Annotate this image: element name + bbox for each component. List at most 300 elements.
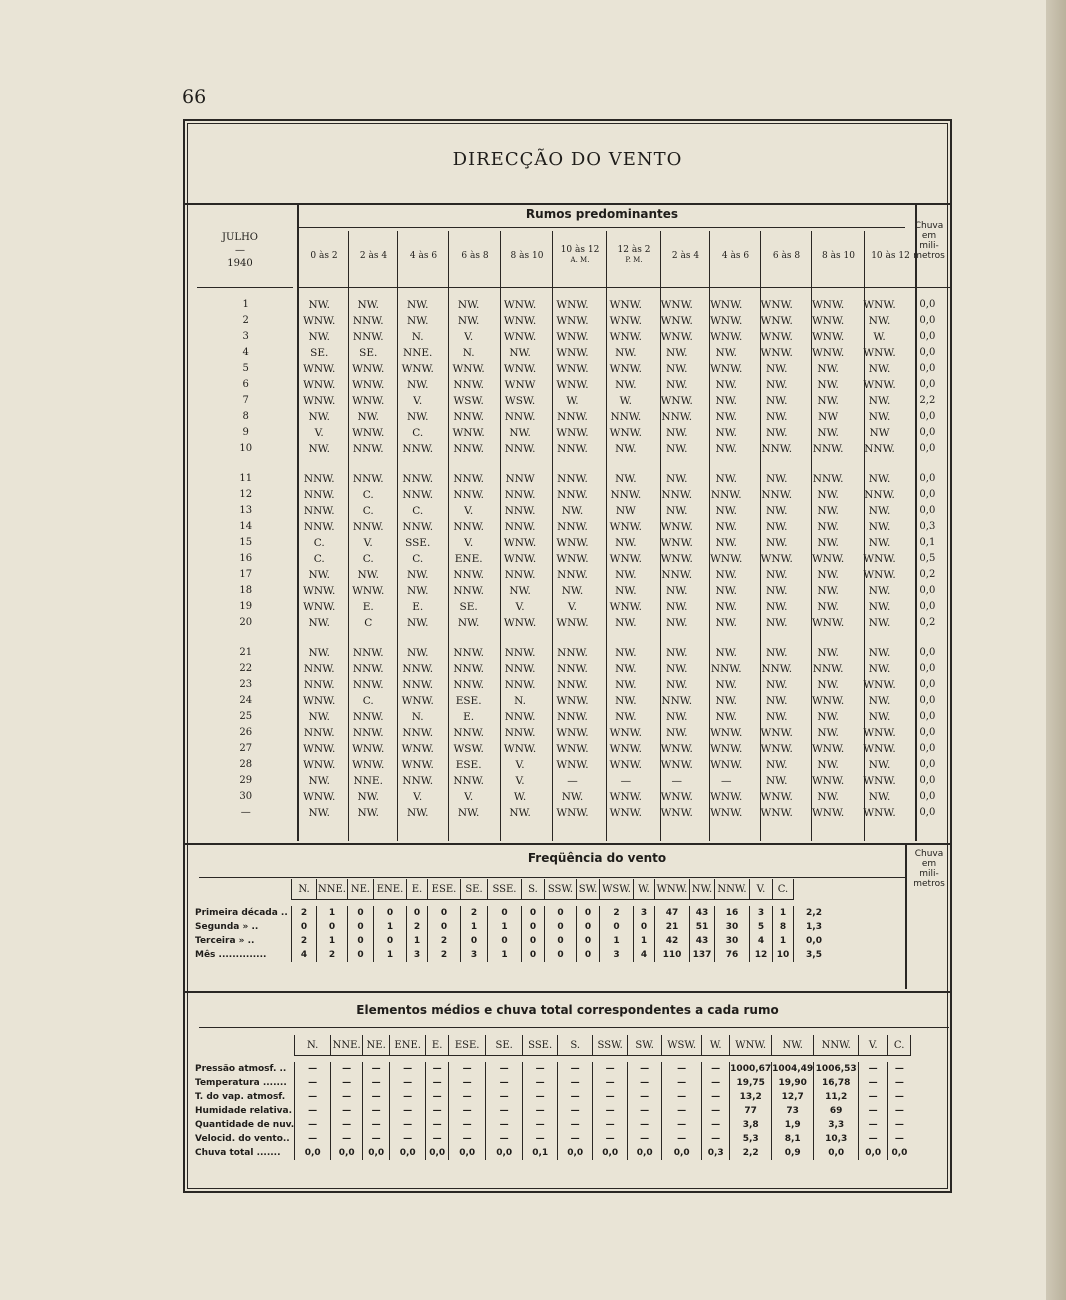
wind-cell: WNW. xyxy=(556,695,589,707)
value-cell: 5 xyxy=(750,920,773,934)
wind-cell: N. xyxy=(411,711,424,723)
value-cell: — xyxy=(628,1090,662,1104)
value-cell: 11,2 xyxy=(814,1090,859,1104)
table-row xyxy=(197,805,950,821)
wind-cell: NW. xyxy=(666,379,688,391)
year-label: 1940 xyxy=(227,258,253,269)
value-cell: — xyxy=(593,1104,628,1118)
wind-cell: NW. xyxy=(765,521,788,533)
rumos-underline xyxy=(299,227,905,228)
wind-cell: WNW. xyxy=(556,537,589,549)
wind-cell: WNW. xyxy=(556,553,589,565)
rumos-title: Rumos predominantes xyxy=(525,207,679,221)
row-label: Segunda » .. xyxy=(195,921,259,932)
wind-cell: NNW. xyxy=(352,521,384,533)
value-cell: — xyxy=(486,1076,523,1090)
wind-cell: WNW. xyxy=(863,775,896,787)
wind-cell: N. xyxy=(462,347,475,359)
wind-cell: WNW. xyxy=(811,743,845,755)
wind-cell: NW. xyxy=(666,443,688,455)
wind-cell: NW. xyxy=(457,617,480,629)
wind-cell: NW. xyxy=(561,505,584,517)
wind-cell: NW. xyxy=(868,363,891,375)
table-frame xyxy=(183,119,952,1193)
table-row xyxy=(197,313,950,329)
wind-cell: WNW. xyxy=(609,807,642,819)
wind-cell: WNW. xyxy=(863,347,896,359)
wind-cell: NNW. xyxy=(352,727,384,739)
wind-cell: — xyxy=(620,775,632,787)
wind-cell: WNW. xyxy=(660,759,693,771)
row-label: Pressão atmosf. .. xyxy=(195,1063,287,1074)
wind-cell: NW xyxy=(869,427,890,439)
wind-cell: WNW. xyxy=(609,727,642,739)
page-title: DIRECÇÃO DO VENTO xyxy=(452,149,683,170)
wind-cell: NNW. xyxy=(504,679,536,691)
value-cell: 1 xyxy=(773,906,794,920)
value-cell: — xyxy=(662,1090,702,1104)
wind-cell: NNW. xyxy=(557,711,588,723)
wind-cell: WNW. xyxy=(811,617,845,629)
value-cell: — xyxy=(702,1076,730,1090)
value-cell: 1,3 xyxy=(794,920,835,934)
wind-cell: WNW. xyxy=(556,347,589,359)
table-row xyxy=(197,519,950,535)
header-blank xyxy=(191,1035,295,1056)
wind-cell: NNW. xyxy=(453,411,484,423)
value-cell: 2 xyxy=(428,934,461,948)
value-cell: — xyxy=(523,1132,558,1146)
rain-cell: 0,0 xyxy=(919,663,936,674)
wind-cell: WNW. xyxy=(863,807,896,819)
value-cell: 0,1 xyxy=(523,1146,558,1160)
wind-cell: WNW. xyxy=(556,379,589,391)
wind-cell: NNW. xyxy=(453,379,484,391)
wind-cell: NW. xyxy=(765,505,788,517)
value-cell: 4 xyxy=(634,948,655,962)
wind-cell: NW xyxy=(615,505,636,517)
wind-cell: V. xyxy=(515,759,525,771)
wind-cell: WNW. xyxy=(710,743,743,755)
value-cell: 0 xyxy=(577,934,600,948)
value-cell: — xyxy=(702,1090,730,1104)
value-cell: 10,3 xyxy=(814,1132,859,1146)
wind-cell: NNW. xyxy=(504,411,536,423)
wind-cell: NW. xyxy=(308,617,330,629)
value-cell: 0,3 xyxy=(702,1146,730,1160)
wind-cell: WNW. xyxy=(811,315,845,327)
wind-cell: NNW. xyxy=(303,663,335,675)
time-header xyxy=(812,251,865,261)
value-cell: 0,0 xyxy=(662,1146,702,1160)
value-cell: — xyxy=(331,1104,363,1118)
wind-cell: NW. xyxy=(457,315,480,327)
wind-cell: NW. xyxy=(868,473,891,485)
wind-cell: NW. xyxy=(765,379,788,391)
table-row xyxy=(197,725,950,741)
value-cell: — xyxy=(295,1132,331,1146)
value-cell: — xyxy=(363,1104,390,1118)
wind-cell: WNW. xyxy=(303,759,336,771)
wind-cell: WNW. xyxy=(609,759,642,771)
wind-cell: NW. xyxy=(666,647,688,659)
value-cell: — xyxy=(449,1104,486,1118)
wind-cell: NW. xyxy=(615,347,637,359)
dir-header: ENE. xyxy=(390,1035,426,1056)
value-cell: 0 xyxy=(577,948,600,962)
value-cell: — xyxy=(426,1104,449,1118)
value-cell: — xyxy=(449,1132,486,1146)
wind-cell: NNW. xyxy=(557,679,588,691)
time-header xyxy=(865,251,916,261)
header-blank xyxy=(191,879,292,900)
wind-cell: NNW. xyxy=(453,647,484,659)
day-cell: 4 xyxy=(242,347,249,358)
wind-cell: WNW. xyxy=(503,331,537,343)
rain-header2-l3: mili- xyxy=(919,869,939,879)
dir-header: NE. xyxy=(348,879,374,900)
wind-cell: NW. xyxy=(615,711,637,723)
rain-cell: 0,0 xyxy=(919,379,936,390)
wind-cell: ESE. xyxy=(455,759,482,771)
wind-cell: NW. xyxy=(406,807,429,819)
value-cell: 1 xyxy=(488,948,522,962)
table-row xyxy=(197,757,950,773)
wind-cell: NW. xyxy=(615,663,637,675)
wind-cell: WNW. xyxy=(556,727,589,739)
dir-header: W. xyxy=(702,1035,730,1056)
day-cell: 5 xyxy=(242,363,249,374)
day-cell: 24 xyxy=(239,695,253,706)
wind-cell: NW. xyxy=(817,379,839,391)
value-cell: — xyxy=(888,1118,911,1132)
row-label: Temperatura ....... xyxy=(195,1077,287,1088)
day-cell: 1 xyxy=(242,299,249,310)
value-cell: 12 xyxy=(750,948,773,962)
wind-cell: NW. xyxy=(308,299,330,311)
value-cell: 1 xyxy=(488,920,522,934)
wind-cell: WNW. xyxy=(863,379,896,391)
wind-cell: WNW. xyxy=(556,759,589,771)
wind-cell: WNW. xyxy=(863,299,896,311)
rain-cell: 0,1 xyxy=(919,537,936,548)
dir-header: NW. xyxy=(772,1035,814,1056)
value-cell: 137 xyxy=(690,948,715,962)
value-cell: 19,75 xyxy=(730,1076,772,1090)
wind-cell: NW. xyxy=(308,411,330,423)
value-cell: — xyxy=(859,1132,888,1146)
wind-cell: NW. xyxy=(715,695,737,707)
wind-cell: WNW. xyxy=(452,363,485,375)
value-cell: — xyxy=(628,1132,662,1146)
value-cell: 69 xyxy=(814,1104,859,1118)
value-cell: — xyxy=(295,1062,331,1076)
value-cell: 3,5 xyxy=(794,948,835,962)
wind-cell: WNW. xyxy=(503,363,537,375)
row-label: Humidade relativa. xyxy=(195,1105,293,1116)
wind-cell: NNW. xyxy=(504,663,536,675)
wind-cell: WNW. xyxy=(710,759,743,771)
wind-cell: NW. xyxy=(406,315,429,327)
wind-cell: WSW. xyxy=(453,743,484,755)
wind-cell: NW. xyxy=(666,663,688,675)
dir-header: SE. xyxy=(486,1035,523,1056)
page-edge xyxy=(1046,0,1066,1300)
wind-cell: NNW. xyxy=(453,489,484,501)
value-cell: 8,1 xyxy=(772,1132,814,1146)
wind-cell: NNW. xyxy=(864,489,895,501)
wind-cell: NW. xyxy=(868,617,891,629)
rain-rule-2 xyxy=(905,845,907,989)
value-cell: — xyxy=(628,1076,662,1090)
table-row xyxy=(197,441,950,457)
day-cell: 30 xyxy=(239,791,253,802)
wind-cell: NW. xyxy=(715,537,737,549)
month-header xyxy=(197,231,283,270)
wind-cell: NW. xyxy=(666,427,688,439)
wind-cell: NNW. xyxy=(761,443,793,455)
wind-cell: WNW. xyxy=(660,299,693,311)
value-cell: 2 xyxy=(600,906,634,920)
value-cell: — xyxy=(593,1062,628,1076)
wind-cell: NNW. xyxy=(610,489,642,501)
value-cell: 0 xyxy=(461,934,488,948)
value-cell: 0 xyxy=(292,920,317,934)
wind-cell: WNW. xyxy=(503,315,537,327)
table-row xyxy=(197,425,950,441)
wind-cell: WNW. xyxy=(660,537,693,549)
value-cell: 3 xyxy=(750,906,773,920)
wind-cell: NW. xyxy=(357,299,379,311)
wind-cell: NW. xyxy=(308,443,330,455)
dir-header: E. xyxy=(407,879,428,900)
wind-cell: WNW. xyxy=(609,363,642,375)
value-cell: — xyxy=(859,1118,888,1132)
wind-cell: NNW. xyxy=(557,489,588,501)
day-cell: 12 xyxy=(239,489,253,500)
table-row xyxy=(191,1062,911,1076)
wind-cell: — xyxy=(671,775,682,787)
value-cell: 16,78 xyxy=(814,1076,859,1090)
value-cell: 76 xyxy=(715,948,750,962)
wind-cell: NW. xyxy=(406,569,429,581)
value-cell: — xyxy=(662,1104,702,1118)
value-cell: 3,8 xyxy=(730,1118,772,1132)
wind-cell: NNW. xyxy=(303,727,335,739)
value-cell: 0,9 xyxy=(772,1146,814,1160)
value-cell: — xyxy=(486,1090,523,1104)
wind-cell: NNW. xyxy=(557,647,588,659)
value-cell: 0 xyxy=(348,906,374,920)
wind-cell: NW. xyxy=(457,299,480,311)
wind-cell: WNW. xyxy=(760,727,793,739)
wind-cell: NW. xyxy=(666,711,688,723)
wind-cell: NW. xyxy=(666,347,688,359)
rain-cell: 0,0 xyxy=(919,695,936,706)
wind-cell: NW. xyxy=(615,585,637,597)
row-label: Mês .............. xyxy=(195,949,267,960)
table-row xyxy=(191,934,834,948)
frequency-table xyxy=(191,879,834,962)
wind-cell: WNW. xyxy=(710,553,743,565)
value-cell: — xyxy=(331,1132,363,1146)
wind-cell: NW. xyxy=(868,601,891,613)
row-label: Velocid. do vento.. xyxy=(195,1133,290,1144)
value-cell: 2 xyxy=(428,948,461,962)
day-cell: 25 xyxy=(239,711,253,722)
wind-cell: WNW. xyxy=(503,537,537,549)
wind-cell: WNW. xyxy=(811,807,845,819)
wind-cell: NNW. xyxy=(504,489,536,501)
wind-cell: WNW. xyxy=(760,331,793,343)
value-cell: 2,2 xyxy=(794,906,835,920)
value-cell: — xyxy=(486,1062,523,1076)
rain-cell: 0,5 xyxy=(919,553,936,564)
rain-header2-l4: metros xyxy=(913,879,945,889)
wind-cell: NW. xyxy=(715,569,737,581)
day-cell: 2 xyxy=(242,315,249,326)
wind-cell: NW. xyxy=(868,505,891,517)
value-cell: — xyxy=(331,1076,363,1090)
value-cell: — xyxy=(662,1076,702,1090)
day-cell: 16 xyxy=(239,553,253,564)
wind-cell: WNW. xyxy=(760,553,793,565)
dir-header: ENE. xyxy=(374,879,407,900)
wind-cell: NNW. xyxy=(557,521,588,533)
value-cell: — xyxy=(662,1132,702,1146)
value-cell: — xyxy=(702,1104,730,1118)
day-cell: 19 xyxy=(239,601,253,612)
wind-cell: NW. xyxy=(715,711,737,723)
wind-cell: WNW xyxy=(504,379,536,391)
wind-cell: NNW. xyxy=(661,411,693,423)
header-blank xyxy=(794,879,835,900)
wind-cell: NNW. xyxy=(812,443,844,455)
wind-cell: WNW. xyxy=(352,585,385,597)
value-cell: 2 xyxy=(317,948,348,962)
value-cell: 1 xyxy=(634,934,655,948)
value-cell: — xyxy=(295,1090,331,1104)
wind-cell: WNW. xyxy=(863,743,896,755)
wind-cell: NW. xyxy=(765,695,788,707)
dir-header: NNW. xyxy=(814,1035,859,1056)
value-cell: — xyxy=(558,1132,593,1146)
wind-cell: NW. xyxy=(715,395,737,407)
wind-cell: NW. xyxy=(868,537,891,549)
wind-cell: NNW. xyxy=(864,443,895,455)
value-cell: 0 xyxy=(577,920,600,934)
wind-cell: C. xyxy=(412,553,424,565)
table-row xyxy=(197,709,950,725)
dir-header: C. xyxy=(773,879,794,900)
value-cell: — xyxy=(390,1062,426,1076)
wind-cell: WNW. xyxy=(609,553,642,565)
dir-header: S. xyxy=(522,879,545,900)
rain-cell: 0,0 xyxy=(919,443,936,454)
day-cell: — xyxy=(240,807,251,818)
wind-cell: NW. xyxy=(715,505,737,517)
value-cell: 10 xyxy=(773,948,794,962)
wind-cell: NW xyxy=(818,411,839,423)
wind-cell: SE. xyxy=(359,347,378,359)
time-header xyxy=(349,251,398,261)
value-cell: 0 xyxy=(545,934,577,948)
wind-cell: WNW. xyxy=(710,331,743,343)
wind-cell: V. xyxy=(363,537,373,549)
wind-cell: WNW. xyxy=(710,299,743,311)
wind-cell: E. xyxy=(412,601,424,613)
dir-header: ESE. xyxy=(428,879,461,900)
wind-cell: C. xyxy=(412,427,424,439)
wind-cell: NW. xyxy=(765,585,788,597)
value-cell: 51 xyxy=(690,920,715,934)
table-row xyxy=(197,789,950,805)
value-cell: 0,0 xyxy=(593,1146,628,1160)
wind-cell: NNW. xyxy=(352,663,384,675)
wind-cell: NW. xyxy=(868,521,891,533)
day-cell: 26 xyxy=(239,727,253,738)
value-cell: — xyxy=(593,1090,628,1104)
wind-cell: WNW. xyxy=(401,743,434,755)
value-cell: 0 xyxy=(600,920,634,934)
wind-cell: WNW. xyxy=(401,759,434,771)
rain-header-l3: mili- xyxy=(919,241,939,251)
value-cell: 30 xyxy=(715,934,750,948)
value-cell: 0,0 xyxy=(363,1146,390,1160)
wind-cell: WNW. xyxy=(503,617,537,629)
wind-cell: NNE. xyxy=(403,347,433,359)
wind-cell: NNW. xyxy=(453,727,484,739)
value-cell: 12,7 xyxy=(772,1090,814,1104)
value-cell: — xyxy=(859,1062,888,1076)
value-cell: 2,2 xyxy=(730,1146,772,1160)
dir-header: NNE. xyxy=(331,1035,363,1056)
dir-header: SSW. xyxy=(593,1035,628,1056)
wind-cell: WNW. xyxy=(303,395,336,407)
wind-cell: NW. xyxy=(715,411,737,423)
value-cell: 0,0 xyxy=(628,1146,662,1160)
wind-cell: NW. xyxy=(868,585,891,597)
wind-cell: WNW. xyxy=(352,363,385,375)
table-row xyxy=(191,906,834,920)
table-row xyxy=(191,1132,911,1146)
day-cell: 15 xyxy=(239,537,253,548)
value-cell: 0 xyxy=(428,906,461,920)
value-cell: 0 xyxy=(577,906,600,920)
wind-cell: NW. xyxy=(817,647,839,659)
wind-cell: NNW. xyxy=(812,663,844,675)
wind-cell: WNW. xyxy=(760,315,793,327)
rain-cell: 0,0 xyxy=(919,411,936,422)
value-cell: 0 xyxy=(488,934,522,948)
value-cell: 0 xyxy=(348,920,374,934)
value-cell: — xyxy=(390,1132,426,1146)
value-cell: — xyxy=(523,1118,558,1132)
dir-header: SSE. xyxy=(523,1035,558,1056)
table-row xyxy=(197,615,950,631)
wind-cell: NW. xyxy=(715,617,737,629)
value-cell: 0 xyxy=(374,906,407,920)
wind-cell: NW. xyxy=(868,695,891,707)
wind-cell: NNW. xyxy=(504,647,536,659)
value-cell: 0,0 xyxy=(486,1146,523,1160)
time-header-main: 8 às 10 xyxy=(822,251,855,261)
wind-cell: NNW. xyxy=(453,521,484,533)
wind-cell: NNW. xyxy=(453,569,484,581)
wind-cell: NNW. xyxy=(402,473,434,485)
value-cell: — xyxy=(426,1090,449,1104)
wind-cell: NNW. xyxy=(453,775,484,787)
